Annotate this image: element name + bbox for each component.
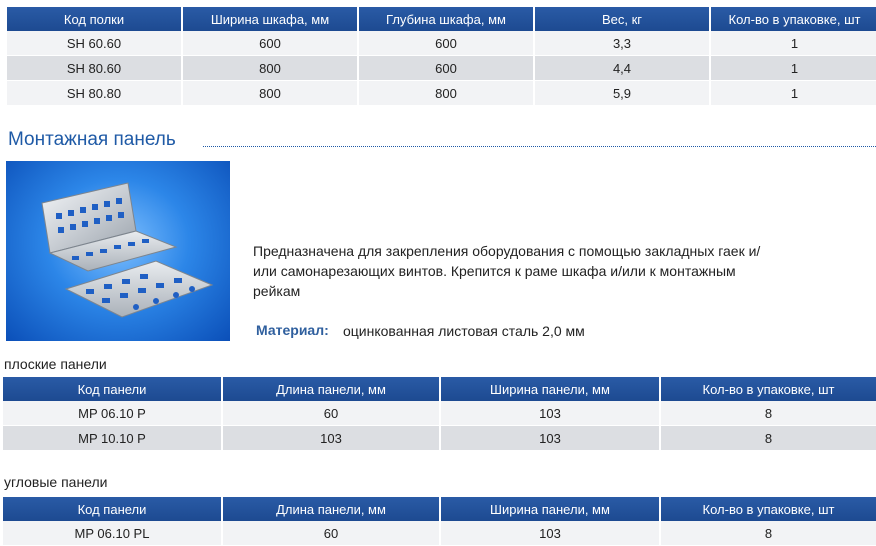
table-cell: 8 xyxy=(661,521,876,546)
table-cell: SH 80.60 xyxy=(7,56,181,81)
column-header: Ширина панели, мм xyxy=(441,497,659,521)
table-cell: 5,9 xyxy=(535,81,709,106)
column-header: Кол-во в упаковке, шт xyxy=(661,497,876,521)
flat-panels-table xyxy=(1,377,876,451)
table-cell: 1 xyxy=(711,56,876,81)
column-header: Вес, кг xyxy=(535,7,709,31)
table-cell: 8 xyxy=(661,426,876,451)
table-row xyxy=(7,81,876,106)
table-cell: 4,4 xyxy=(535,56,709,81)
table-cell: 600 xyxy=(183,31,357,56)
table-cell: 800 xyxy=(359,81,533,106)
shelf-table-header-row xyxy=(7,7,876,31)
section-title: Монтажная панель xyxy=(8,129,176,150)
column-header: Ширина панели, мм xyxy=(441,377,659,401)
table-cell: SH 80.80 xyxy=(7,81,181,106)
angle-panels-caption: угловые панели xyxy=(4,474,108,490)
flat-panels-caption: плоские панели xyxy=(4,356,107,372)
table-cell: MP 06.10 PL xyxy=(3,521,221,546)
table-cell: 1 xyxy=(711,31,876,56)
product-description: Предназначена для закрепления оборудования с помощью закладных гаек и/или самонарезающих винтов. Крепится к раме шкафа и/или к монтажным рейкам xyxy=(253,243,761,299)
table-cell: MP 10.10 P xyxy=(3,426,221,451)
table-cell: 103 xyxy=(223,426,439,451)
column-header: Глубина шкафа, мм xyxy=(359,7,533,31)
column-header: Код панели xyxy=(3,377,221,401)
table-cell: SH 60.60 xyxy=(7,31,181,56)
column-header: Кол-во в упаковке, шт xyxy=(661,377,876,401)
table-cell: 103 xyxy=(441,426,659,451)
table-cell: 8 xyxy=(661,401,876,426)
material-label: Материал: xyxy=(256,322,329,338)
column-header: Кол-во в упаковке, шт xyxy=(711,7,876,31)
table-cell: 3,3 xyxy=(535,31,709,56)
table-row xyxy=(3,401,876,426)
table-row xyxy=(7,56,876,81)
column-header: Ширина шкафа, мм xyxy=(183,7,357,31)
flat-panels-header-row xyxy=(3,377,876,401)
column-header: Длина панели, мм xyxy=(223,377,439,401)
table-cell: 600 xyxy=(359,56,533,81)
mounting-panel-illustration xyxy=(6,161,230,341)
table-cell: 60 xyxy=(223,521,439,546)
table-cell: 600 xyxy=(359,31,533,56)
shelf-table xyxy=(5,7,876,106)
table-cell: 1 xyxy=(711,81,876,106)
table-cell: 103 xyxy=(441,521,659,546)
table-cell: MP 06.10 P xyxy=(3,401,221,426)
table-cell: 103 xyxy=(441,401,659,426)
table-cell: 800 xyxy=(183,81,357,106)
table-row xyxy=(7,31,876,56)
title-divider xyxy=(203,146,876,147)
table-cell: 60 xyxy=(223,401,439,426)
column-header: Длина панели, мм xyxy=(223,497,439,521)
angle-panels-table xyxy=(1,497,876,546)
column-header: Код полки xyxy=(7,7,181,31)
angle-panels-header-row xyxy=(3,497,876,521)
table-cell: 800 xyxy=(183,56,357,81)
column-header: Код панели xyxy=(3,497,221,521)
table-row xyxy=(3,426,876,451)
table-row xyxy=(3,521,876,546)
mounting-panel-photo xyxy=(6,161,230,341)
material-value: оцинкованная листовая сталь 2,0 мм xyxy=(343,323,585,339)
